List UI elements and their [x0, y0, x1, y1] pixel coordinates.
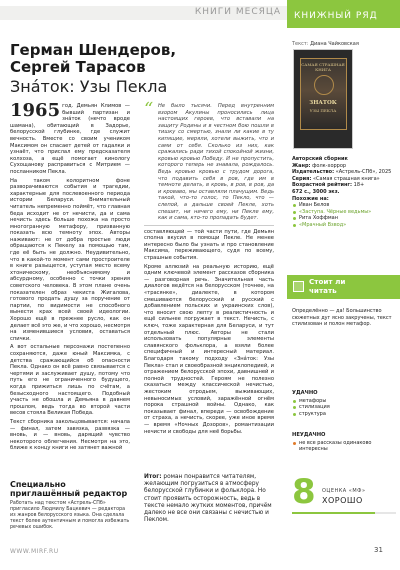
rubric-title: КНИЖНЫЙ РЯД — [294, 11, 378, 21]
summary-label: Итог: — [144, 474, 162, 480]
worth-reading-title: Стоит ли читать — [309, 277, 346, 295]
article-paragraph: Кроме аллюзий на реальную историю, ещё одним ключевой элемент рассказов сборника — разговорная речь. Значительная часть диалогов ведётся на белорусском (точнее, на «трасянке», диалекте, в котором смешиваются белорусский и русский с добавлением польских и украинских слов), что вносит свою лепту в реалистичность и ещё сильнее погружает в текст. Нечисть, с ключ, тоже характерная для Беларуси, и тут отдельный плюс. Авторы не стали использовать популярные элементы славянского фольклора, а взяли более специфичный и интересный материал. Благодаря такому подходу «Знáток: Узы Пекла» стал и своеобразной энциклопедией, и отражением белорусской эпохи, давнишней и полной трудностей. Героям не полезно сказаться между классической нечистью, жестоким отродьем, выживающих, невыносимых условий, заражённой огнём порока страшной войны. Однако, как показывает финал, впереди — освобождение от страха, а нечисть, скорее, уже иное время — время «Ночных Дозоров», романтизации нечисти и свободы для неё борьбы. — [144, 263, 274, 435]
divider — [144, 225, 274, 226]
page-number: 31 — [374, 546, 383, 554]
list-item: структура — [292, 411, 396, 418]
book-type: Авторский сборник — [292, 156, 348, 162]
verdict: Определённо — да! Большинство сюжетных дуг ясно закручены, текст стилизован и полон метафор. — [292, 308, 392, 328]
score-label: ОЦЕНКА «МФ» — [322, 488, 366, 494]
dropcap: 1965 — [10, 100, 61, 121]
list-item: Иван Белов — [292, 202, 396, 209]
score-value: 8 — [292, 472, 316, 512]
book-cover — [293, 49, 353, 149]
score-bar-fill — [292, 512, 375, 514]
book-specs — [292, 156, 396, 229]
score-block — [292, 474, 396, 514]
spec-publisher: Издательство: «Астрель-СПб», 2025 — [292, 169, 392, 176]
article-paragraph: На таком колоритном фоне разворачиваются события и трагедии, характерные для послевоенного периода истории Беларуси. Внимательный читатель непременно поймёт, что главная беда исходит не от нечисти, да и сама нечисть здесь больше похожа на просто многогранную метафору, призванную показать всю темноту эпох. Авторы наживают: не от добра простые люди обращаются к Пекелу за помощью там, где её быть не должно. Неудивительно, что в какой-то момент сами простроителе в книге разыщется, уступая место всему хтоническому, необъяснимому и абсурдному, особенно с точки зрения советского человека. В этом плане очень показателен образ чекиста Жигалова, готового продать душу за поручение от партии, по видимости не способного вынести крах всей своей идеологии. Хорошо ещё в прежнее русло, как он делает всё это же, и что хорошо, несмотря на изменившиеся условия, оставаться спички. — [10, 177, 130, 342]
editor-heading: Специально приглашённый редактор — [10, 480, 128, 498]
author-1: Герман Шендеров, — [10, 41, 177, 59]
spec-similar-key: Похожие на: — [292, 195, 329, 202]
quote-mark-icon: “ — [144, 99, 154, 120]
pros — [292, 390, 396, 417]
pros-list — [292, 398, 396, 418]
similar-list — [292, 202, 396, 228]
list-item: «Заступа. Чёрные ведьмы» — [292, 209, 396, 216]
spec-series: Серия: «Самая страшная книга» — [292, 175, 380, 182]
credit — [292, 41, 359, 47]
summary-text: роман понравится читателям, желающим погрузиться в атмосферу белорусской глубинки и фольклора. Но стоит проявить осторожность, ведь в тексте немало жутких моментов, причём далеко не все они связаны с нечистью и Пеклом. — [144, 474, 272, 524]
list-item: не все рассказы одинаково интересны — [292, 440, 396, 453]
list-item: «Мрачный Взвод» — [292, 222, 396, 229]
cover-subtitle: УЗЫ ПЕКЛА — [309, 108, 337, 113]
pull-quote — [144, 99, 274, 222]
cons-list — [292, 440, 396, 453]
summary — [144, 474, 272, 524]
editor-box — [10, 480, 130, 531]
cons — [292, 432, 396, 453]
rubric-banner — [287, 0, 400, 28]
score-verdict: ХОРОШО — [322, 496, 363, 505]
book-title: Знáток: Узы Пекла — [10, 77, 168, 96]
credit-value: Диана Чайковская — [310, 41, 359, 47]
list-item: метафоры — [292, 398, 396, 405]
article-column-1 — [10, 100, 130, 454]
list-item: стилизация — [292, 404, 396, 411]
list-item: Рита Хоффман — [292, 215, 396, 222]
authors — [10, 42, 176, 76]
cover-series: САМАЯ СТРАШНАЯ КНИГА — [301, 62, 345, 72]
article-paragraph: А вот остальные персонажи постепенно сохраняются, даже юный Максимка, с детства сражающийся об опасности Пекла. Однако он всё равно связывается с чертями и заслуживает душу, потому что путь его не ограниченного будущего, когда прижиться лишь по счётам, а безысходного настоящего. Подобный участь не обошла и Демьяна в давнем прошлом, ведь тогда во второй части весов стояла Великая Победа. — [10, 344, 130, 417]
cons-heading: НЕУДАЧНО — [292, 432, 326, 438]
article-paragraph: составляющей — той части пути, где Демьян сполна вкусил в помощи Пекле. Не менее интересно было бы узнать и про становление Максима, переживающего, судя по всему, страшные события. — [144, 228, 274, 262]
section-banner — [0, 6, 287, 20]
skull-icon — [314, 75, 334, 95]
site-url[interactable]: WWW.MIRF.RU — [10, 548, 59, 555]
editor-text: Работать над текстом «Астрель-СПб» пригласило Людмилу Бацкевич — редактора из жанров белорусского языка. Она сделала текст более аутентичным и помогла избежать речевых ошибок. — [10, 501, 130, 530]
spec-age: Возрастной рейтинг: 18+ — [292, 182, 365, 189]
spec-pages: 672 с., 3000 экз. — [292, 188, 340, 195]
author-2: Сергей Тарасов — [10, 58, 146, 76]
worth-reading-banner — [287, 275, 400, 299]
pros-heading: УДАЧНО — [292, 390, 318, 396]
score-bar — [292, 512, 396, 514]
checkbox-icon — [293, 281, 304, 292]
quote-text: Не было тысячи. Перед внутренним взором Акулины проносились лица настоящих героев, что вставали на защиту Родины и в честном бою пошли в тишку со смертью, знали ли какие в ту кипящие, меряли, хотели выжить, что и сами от себя. Сколько из них, как сражались ради тихой спокойной жизни, кровью кровью Победу. И не пропустить, которого теперь не знавала, рождалось. Ведь кровью кровью с трудом дорога, что подавить себя в ров, где им в темноте делать, в кровь, в ров, в ров, да и кроваво, мы оставляли плачущим. Ведь такой, что-то голос, то Пекло, что — слепой, а дальше своей Пекле, хоть спешит, ни ничего ему, ни Пекле ему, как и сама, кто-то пропадать будет. — [158, 103, 274, 222]
spec-genre: Жанр: фолк-хоррор — [292, 162, 347, 169]
article-paragraph: 1965 год. Демьян Климов — бывший партизан и знáток (нечто вроде шамана), обитающий в Задорье, белорусской глубинке, где служит вечность. Вместе со своим учеником Максимом он спасает детей от гадалки и узнаёт, что прислал ему предсказателя колхоза, а ещё помогает кинологу Сухощанову расправиться с Митрием — посланником Пекла. — [10, 100, 130, 175]
credit-key: Текст: — [292, 41, 309, 47]
article-paragraph: Текст сборника закольцовывается: начала — финал, затем завязка, развязка — вновь, и — вновь, дарящий чувство некоторого облегчения. Несмотря на это, ближе к концу книги не затянет важной — [10, 418, 130, 452]
article-column-2 — [144, 99, 274, 437]
cover-title: ЗНАТОК — [309, 100, 337, 106]
page-header — [0, 0, 400, 28]
section-title: КНИГИ МЕСЯЦА — [194, 7, 281, 17]
